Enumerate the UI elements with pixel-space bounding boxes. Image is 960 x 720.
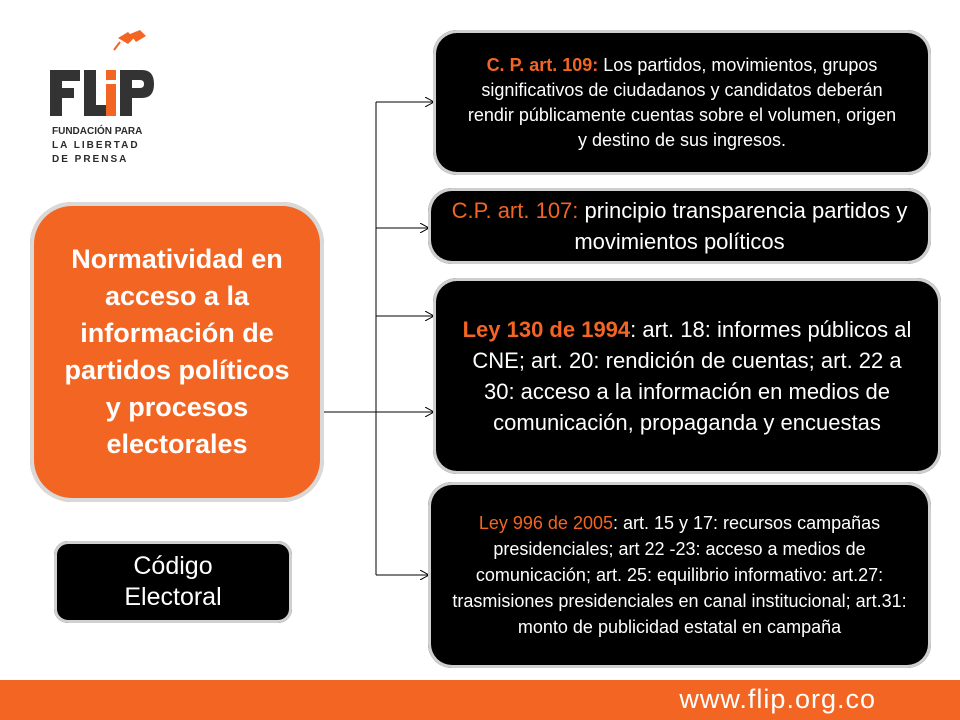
logo-line-3: DE PRENSA [52, 154, 129, 165]
norm-box-ley-996 [428, 482, 931, 668]
norm-box-label: Ley 130 de 1994 [462, 317, 631, 342]
main-topic-box [30, 202, 324, 502]
codigo-electoral-box [54, 541, 292, 623]
norm-box-body: : art. 15 y 17: recursos campañas presidenciales; art 22 -23: acceso a medios de comunicación; art. 25: equilibrio informativo: art.27: trasmisiones presidenciales en canal institucional; art.31: monto de publicidad estatal en campaña [452, 513, 907, 637]
logo-line-2: LA LIBERTAD [52, 140, 140, 151]
norm-box-label: C.P. art. 107: [451, 198, 579, 223]
norm-box-label: C. P. art. 109: [486, 54, 599, 75]
norm-box-cp-109 [433, 30, 931, 175]
norm-box-text [461, 53, 903, 153]
norm-box-ley-130 [433, 278, 941, 474]
footer-bar [0, 680, 960, 720]
norm-box-body: Los partidos, movimientos, grupos significativos de ciudadanos y candidatos deberán rendir públicamente cuentas sobre el volumen, origen y destino de sus ingresos. [467, 54, 897, 150]
main-topic-text: Normatividad en acceso a la información de partidos políticos y procesos electorales [64, 244, 290, 459]
codigo-electoral-text: Código Electoral [124, 552, 222, 611]
norm-box-text [455, 314, 919, 438]
logo-line-1: FUNDACIÓN PARA [52, 126, 143, 137]
norm-box-label: Ley 996 de 2005 [478, 513, 613, 533]
norm-box-text [448, 195, 911, 257]
norm-box-cp-107 [428, 188, 931, 264]
norm-box-text [446, 510, 913, 640]
norm-box-body: principio transparencia partidos y movimientos políticos [574, 198, 908, 254]
footer-url[interactable]: www.flip.org.co [679, 684, 876, 714]
norm-box-body: : art. 18: informes públicos al CNE; art. 20: rendición de cuentas; art. 22 a 30: acceso a la información en medios de comunicación, propaganda y encuestas [472, 317, 912, 435]
